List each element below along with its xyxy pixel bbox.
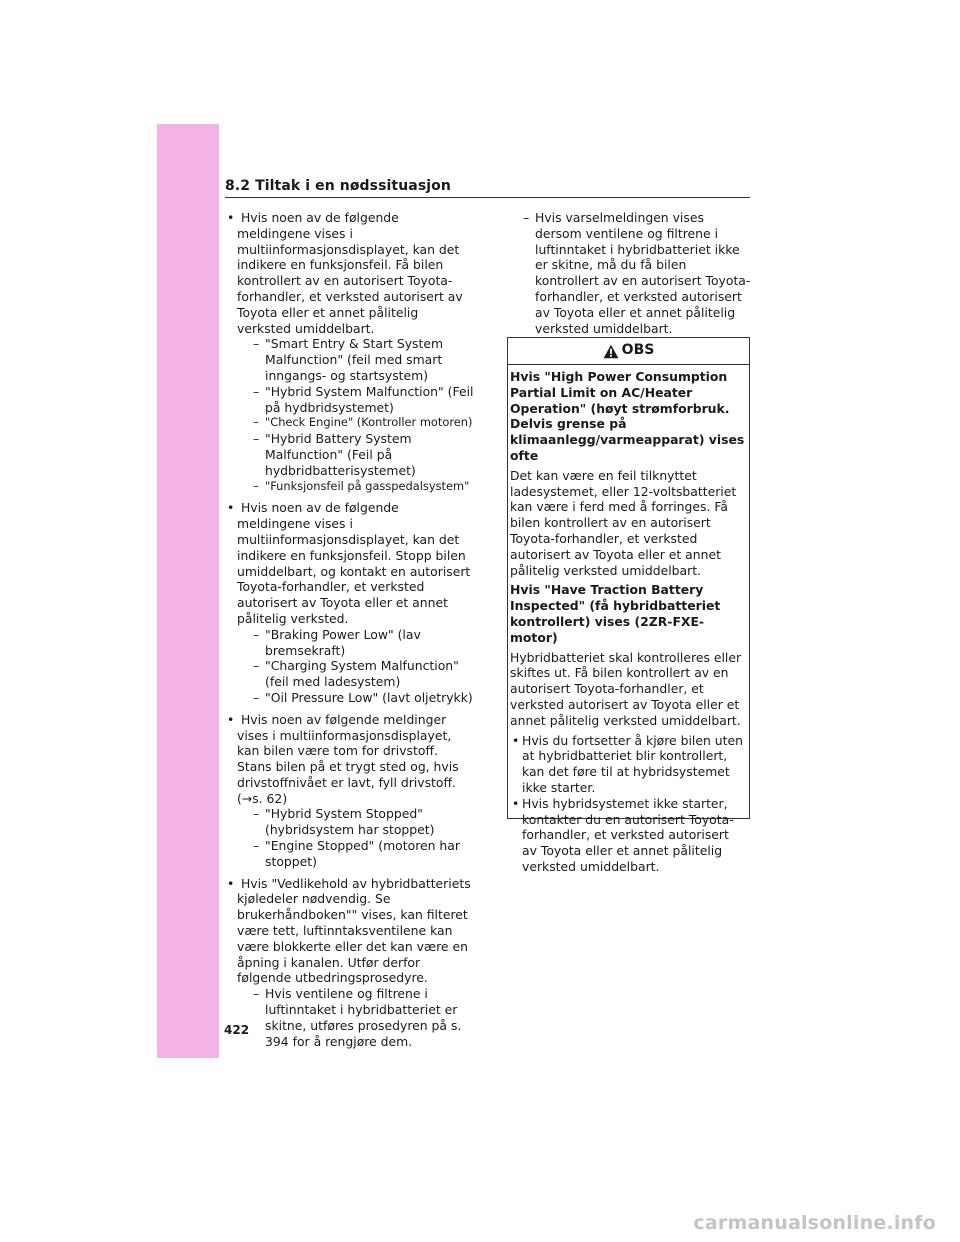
list-item [225, 500, 475, 705]
bullet-text: Hvis noen av følgende meldinger vises i multiinformasjonsdisplayet, kan bilen være tom for drivstoff. Stans bilen på et trygt sted og, hvis drivstoffnivået er lavt, fyll drivstoff. (→s. 62) [237, 711, 459, 806]
list-item: • Hvis hybridsystemet ikke starter, kontakter du en autorisert Toyota-forhandler, et verksted autorisert av Toyota eller et annet pålitelig verksted umiddelbart. [510, 796, 747, 875]
chapter-sidebar-tab [157, 124, 219, 1058]
sub-item: – "Check Engine" (Kontroller motoren) [253, 415, 475, 431]
sub-item: – "Hybrid System Stopped" (hybridsystem har stoppet) [253, 806, 475, 838]
page-number: 422 [224, 1023, 250, 1037]
list-item [225, 712, 475, 870]
sub-item: – "Oil Pressure Low" (lavt oljetrykk) [253, 690, 475, 706]
sub-item: – "Hybrid System Malfunction" (Feil på hydbridsystemet) [253, 384, 475, 416]
sub-item: – Hvis ventilene og filtrene i luftinntaket i hybridbatteriet er skitne, utføres prosedyren på s. 394 for å rengjøre dem. [253, 986, 475, 1049]
list-item [225, 876, 475, 1050]
obs-paragraph: Det kan være en feil tilknyttet ladesystemet, eller 12-voltsbatteriet kan være i ferd med å forringes. Få bilen kontrollert av en autorisert Toyota-forhandler, et verksted autorisert av Toyota eller et annet pålitelig verksted umiddelbart. [510, 467, 737, 578]
watermark-text: carmanualsonline.info [693, 1212, 936, 1234]
bullet-text: Hvis noen av de følgende meldingene vises i multiinformasjonsdisplayet, kan det indikere en funksjonsfeil. Få bilen kontrollert av en autorisert Toyota-forhandler, et verksted autorisert av Toyota eller et annet pålitelig verksted umiddelbart. [237, 210, 463, 336]
list-item: • Hvis du fortsetter å kjøre bilen uten at hybridbatteriet blir kontrollert, kan det føre til at hybridsystemet ikke starter. [510, 733, 747, 796]
obs-title: OBS [621, 342, 655, 359]
section-header: 8.2 Tiltak i en nødssituasjon [225, 178, 750, 198]
sub-item: – Hvis varselmeldingen vises dersom ventilene og filtrene i luftinntaket i hybridbatteriet ikke er skitne, må du få bilen kontrollert av en autorisert Toyota-forhandler, et verksted autorisert av Toyota eller et annet pålitelig verksted umiddelbart. [523, 210, 751, 336]
warning-triangle-icon [603, 344, 619, 359]
sub-item: – "Braking Power Low" (lav bremsekraft) [253, 627, 475, 659]
sub-item: – "Funksjonsfeil på gasspedalsystem" [253, 479, 475, 495]
obs-body [508, 365, 749, 875]
sub-item: – "Hybrid Battery System Malfunction" (Feil på hydbridbatterisystemet) [253, 431, 475, 478]
list-item [225, 210, 475, 494]
obs-subheading: Hvis "High Power Consumption Partial Limit on AC/Heater Operation" (høyt strømforbruk. Delvis grense på klimaanlegg/varmeapparat) vises ofte [510, 369, 745, 463]
bullet-text: Hvis noen av de følgende meldingene vises i multiinformasjonsdisplayet, kan det indikere en funksjonsfeil. Stopp bilen umiddelbart, og kontakt en autorisert Toyota-forhandler, et verksted autorisert av Toyota eller et annet pålitelig verksted. [237, 500, 471, 626]
bullet-text: Hvis "Vedlikehold av hybridbatteriets kjøledeler nødvendig. Se brukerhåndboken"" vises, kan filteret være tett, luftinntaksventilene kan være blokkerte eller det kan være en åpning i kanalen. Utfør derfor følgende utbedringsprosedyre. [237, 875, 471, 986]
sub-item: – "Engine Stopped" (motoren har stoppet) [253, 838, 475, 870]
obs-notice-box [507, 337, 750, 874]
left-column [225, 210, 475, 1055]
sub-item: – "Smart Entry & Start System Malfunction" (feil med smart inngangs- og startsystem) [253, 336, 475, 383]
right-column [507, 210, 751, 336]
obs-subheading: Hvis "Have Traction Battery Inspected" (få hybridbatteriet kontrollert) vises (2ZR-FXE-motor) [510, 582, 721, 645]
sub-item: – "Charging System Malfunction" (feil med ladesystem) [253, 658, 475, 690]
obs-paragraph: Hybridbatteriet skal kontrolleres eller skiftes ut. Få bilen kontrollert av en autorisert Toyota-forhandler, et verksted autorisert av Toyota eller et annet pålitelig verksted umiddelbart. [510, 649, 742, 728]
obs-heading [508, 338, 749, 365]
